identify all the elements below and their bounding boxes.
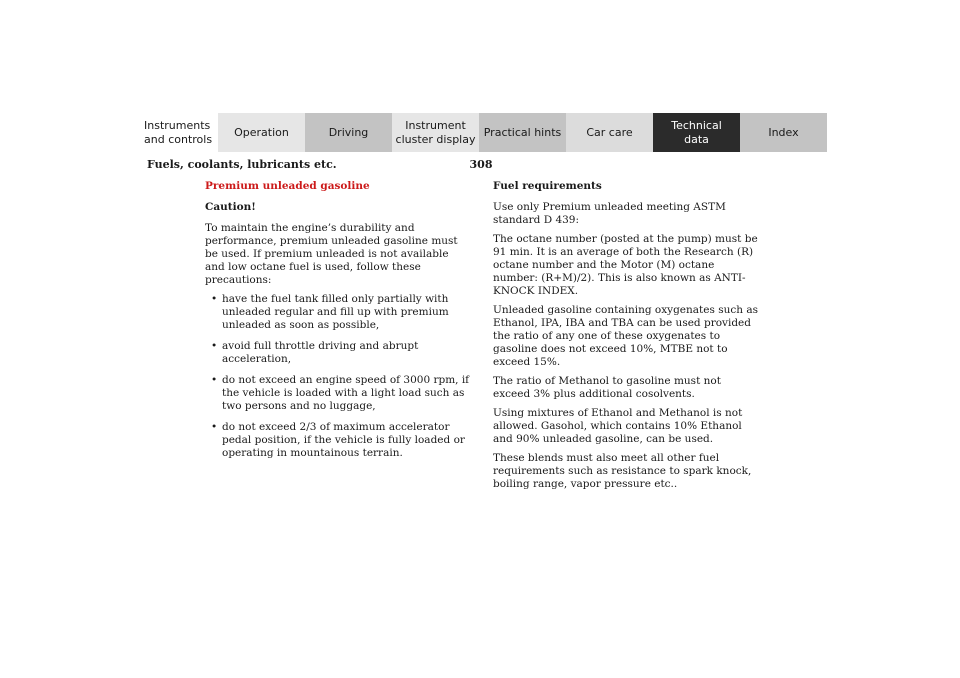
tab-car-care[interactable]: Car care	[566, 113, 653, 152]
left-column	[205, 180, 470, 468]
list-item-text: avoid full throttle driving and abrupt acceleration,	[222, 340, 419, 365]
list-item	[205, 421, 470, 460]
right-column	[493, 180, 758, 497]
premium-gasoline-heading: Premium unleaded gasoline	[205, 180, 370, 192]
precautions-list	[205, 293, 470, 460]
bullet-icon: •	[211, 421, 218, 433]
page-number: 308	[469, 158, 493, 171]
list-item-text: have the fuel tank filled only partially with unleaded regular and fill up with premium unleaded as soon as possible,	[222, 293, 449, 331]
tab-instruments-and-controls[interactable]: Instruments and controls	[131, 113, 218, 152]
tab-practical-hints[interactable]: Practical hints	[479, 113, 566, 152]
list-item-text: do not exceed 2/3 of maximum accelerator pedal position, if the vehicle is fully loaded or operating in mountainous terrain.	[222, 421, 465, 459]
tab-technical-data[interactable]: Technical data	[653, 113, 740, 152]
chapter-tab-bar	[131, 113, 827, 152]
paragraph: Unleaded gasoline containing oxygenates such as Ethanol, IPA, IBA and TBA can be used provided the ratio of any one of these oxygenates to gasoline does not exceed 10%, MTBE not to exceed 15%.	[493, 304, 758, 368]
bullet-icon: •	[211, 293, 218, 305]
tab-operation[interactable]: Operation	[218, 113, 305, 152]
list-item	[205, 340, 470, 366]
tab-index[interactable]: Index	[740, 113, 827, 152]
bullet-icon: •	[211, 340, 218, 352]
tab-driving[interactable]: Driving	[305, 113, 392, 152]
caution-intro: To maintain the engine’s durability and performance, premium unleaded gasoline must be used. If premium unleaded is not available and low octane fuel is used, follow these precautions:	[205, 222, 458, 286]
paragraph: Using mixtures of Ethanol and Methanol is not allowed. Gasohol, which contains 10% Ethanol and 90% unleaded gasoline, can be used.	[493, 407, 743, 445]
section-title: Fuels, coolants, lubricants etc.	[147, 158, 337, 171]
paragraph: Use only Premium unleaded meeting ASTM standard D 439:	[493, 201, 726, 226]
caution-label: Caution!	[205, 201, 256, 213]
paragraph: These blends must also meet all other fuel requirements such as resistance to spark knock, boiling range, vapor pressure etc..	[493, 452, 752, 490]
list-item	[205, 293, 470, 332]
tab-instrument-cluster-display[interactable]: Instrument cluster display	[392, 113, 479, 152]
list-item-text: do not exceed an engine speed of 3000 rpm, if the vehicle is loaded with a light load such as two persons and no luggage,	[222, 374, 470, 412]
fuel-requirements-heading: Fuel requirements	[493, 180, 602, 192]
paragraph: The ratio of Methanol to gasoline must not exceed 3% plus additional cosolvents.	[493, 375, 721, 400]
list-item	[205, 374, 470, 413]
paragraph: The octane number (posted at the pump) must be 91 min. It is an average of both the Research (R) octane number and the Motor (M) octane number: (R+M)/2). This is also known as ANTI-KNOCK INDEX.	[493, 233, 758, 297]
bullet-icon: •	[211, 374, 218, 386]
